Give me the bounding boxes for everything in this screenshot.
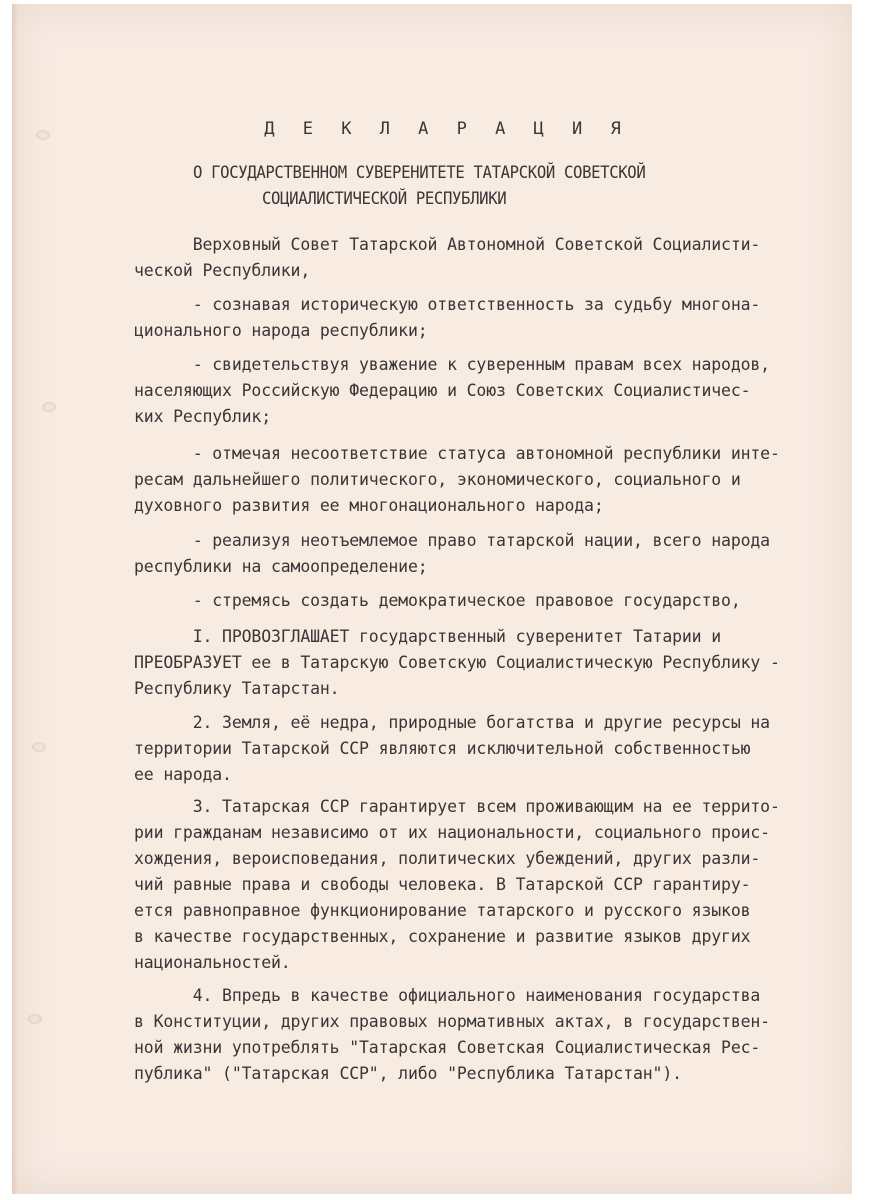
preamble-intro: Верховный Совет Татарской Автономной Советской Социалисти- ческой Республики, [134, 235, 761, 280]
document-subtitle-line-1: О ГОСУДАРСТВЕННОМ СУВЕРЕНИТЕТЕ ТАТАРСКОЙ СОВЕТСКОЙ [193, 163, 646, 183]
document-body [12, 4, 852, 1194]
document-page [12, 4, 852, 1194]
article-1: I. ПРОВОЗГЛАШАЕТ государственный суверенитет Татарии и ПРЕОБРАЗУЕТ ее в Татарскую Советскую Социалистическую Республику - Республику Татарстан. [134, 627, 780, 698]
article-3: 3. Татарская ССР гарантирует всем проживающим на ее террито- рии гражданам независимо от их национальности, социального проис- хождения, вероисповедания, политических убеждений, других разли- чий равные права и свободы человека. В Татарской ССР гарантиру- ется равноправное функционирование татарского и русского языков в качестве государственных, сохранение и развитие языков других национальностей. [134, 797, 780, 972]
article-2: 2. Земля, её недра, природные богатства и другие ресурсы на территории Татарской ССР являются исключительной собственностью ее народа. [134, 713, 770, 784]
preamble-clause: - отмечая несоответствие статуса автономной республики инте- ресам дальнейшего политического, экономического, социального и духовного развития ее многонационального народа; [134, 444, 780, 515]
document-title: Д Е К Л А Р А Ц И Я [264, 119, 630, 139]
preamble-clause: - свидетельствуя уважение к суверенным правам всех народов, населяющих Российскую Федерацию и Союз Советских Социалистичес- ких Республик; [134, 355, 770, 426]
article-4: 4. Впредь в качестве официального наименования государства в Конституции, других правовых нормативных актах, в государствен- ной жизни употреблять "Татарская Советская Социалистическая Рес- публика" ("Татарская ССР", либо "Республика Татарстан"). [134, 986, 770, 1083]
preamble-clause: - реализуя неотъемлемое право татарской нации, всего народа республики на самоопределение; [134, 531, 770, 576]
document-subtitle-line-2: СОЦИАЛИСТИЧЕСКОЙ РЕСПУБЛИКИ [262, 189, 507, 209]
preamble-clause: - сознавая историческую ответственность за судьбу многона- ционального народа республики; [134, 295, 761, 340]
preamble-clause: - стремясь создать демократическое правовое государство, [134, 591, 741, 610]
